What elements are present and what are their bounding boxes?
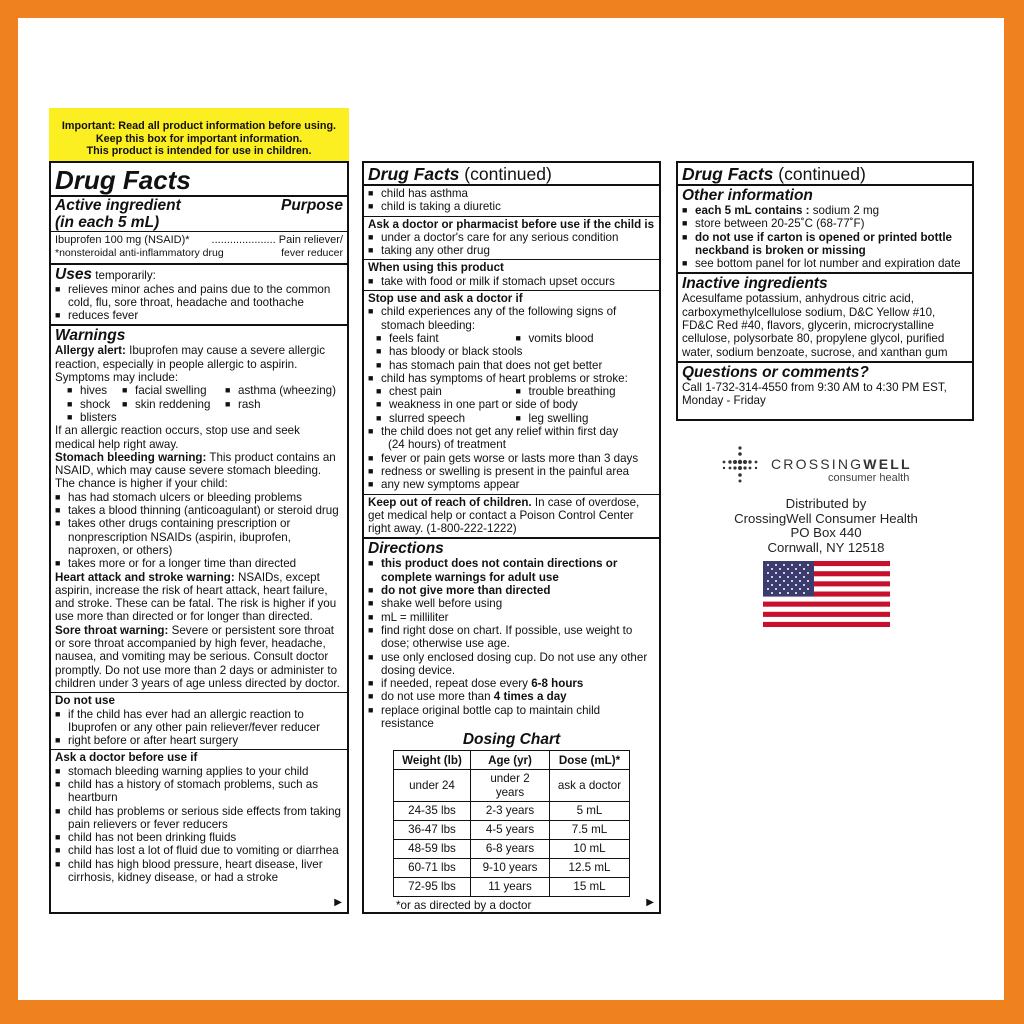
uses-intro: temporarily: (95, 268, 156, 282)
list-item: ■ shake well before using (368, 597, 655, 610)
list-item: ■ skin reddening (122, 398, 225, 411)
list-item: ■ feels faint (376, 332, 516, 345)
list-item: ■ child has lost a lot of fluid due to vomiting or diarrhea (55, 844, 343, 857)
list-item: ■ takes other drugs containing prescription or nonprescription NSAIDs (aspirin, ibuprofen, naproxen, or others) (55, 517, 343, 557)
list-item: ■ takes more or for a longer time than directed (55, 557, 343, 570)
panel-title: Drug Facts (368, 164, 460, 184)
list-item: ■ replace original bottle cap to maintain child resistance (368, 704, 655, 731)
do-not-use-heading: Do not use (55, 694, 115, 708)
drug-facts-panel-3 (676, 161, 974, 421)
list-item-continued: (24 hours) of treatment (388, 438, 506, 452)
ask-pharmacist-heading: Ask a doctor or pharmacist before use if the child is (368, 217, 655, 231)
list-item: ■ mL = milliliter (368, 611, 655, 624)
when-using-heading: When using this product (368, 261, 504, 275)
ask-doctor-heading: Ask a doctor before use if (55, 751, 198, 765)
symptom-list (55, 384, 343, 424)
table-cell: ask a doctor (550, 770, 630, 802)
table-cell: 7.5 mL (550, 820, 630, 839)
list-item: ■ rash (225, 398, 261, 411)
list-item: ■ hives (67, 384, 122, 397)
list-item: ■ any new symptoms appear (368, 478, 655, 491)
ingredient-footnote: *nonsteroidal anti-inflammatory drug (55, 247, 224, 260)
list-item: ■ do not use more than 4 times a day (368, 690, 655, 703)
distributor-line: Distributed by (785, 496, 867, 511)
purpose-text: fever reducer (281, 247, 343, 260)
table-row (394, 820, 630, 839)
dot-cross-icon (720, 444, 760, 484)
ingredient-name: Ibuprofen 100 mg (NSAID)* (55, 234, 190, 246)
uses-heading: Uses (55, 265, 93, 283)
keep-out-text: In case of overdose, get medical help or contact a Poison Control Center right away. (1-800-222-1222) (368, 495, 640, 536)
table-cell: 11 years (471, 877, 550, 896)
table-cell: under 2 years (471, 770, 550, 802)
notice-line: Keep this box for important information. (95, 132, 303, 145)
list-item: ■ takes a blood thinning (anticoagulant) or steroid drug (55, 504, 343, 517)
list-item: ■ reduces fever (55, 309, 343, 322)
list-item: ■ child has symptoms of heart problems or stroke: (368, 372, 655, 385)
list-item: ■ leg swelling (516, 412, 656, 425)
table-cell: 12.5 mL (550, 858, 630, 877)
list-item: ■ each 5 mL contains : sodium 2 mg (682, 204, 968, 217)
notice-line: This product is intended for use in children. (86, 145, 312, 157)
distributor-line: CrossingWell Consumer Health (734, 510, 918, 526)
table-row (394, 858, 630, 877)
list-item: ■ weakness in one part or side of body (376, 398, 655, 411)
list-item: ■ child is taking a diuretic (368, 200, 655, 213)
heart-warning-text: NSAIDs, except aspirin, increase the risk of heart attack, heart failure, and stroke. These can be fatal. The risk is higher if you use more than directed or for longer than directed. (55, 570, 337, 624)
allergy-alert-text: Ibuprofen may cause a severe allergic reaction, especially in people allergic to aspirin. Symptoms may include: (55, 344, 326, 385)
table-cell: 60-71 lbs (394, 858, 471, 877)
questions-text: Call 1-732-314-4550 from 9:30 AM to 4:30 PM EST, Monday - Friday (682, 380, 947, 408)
dosing-chart-heading: Dosing Chart (462, 731, 561, 749)
purpose-text: Pain reliever/ (278, 234, 343, 246)
list-item: ■ has had stomach ulcers or bleeding problems (55, 491, 343, 504)
table-cell: 6-8 years (471, 839, 550, 858)
stomach-warning-label: Stomach bleeding warning: (55, 450, 207, 464)
stomach-warning-text: This product contains an NSAID, which may cause severe stomach bleeding. The chance is higher if your child: (55, 450, 336, 491)
brand-logo (720, 444, 940, 486)
column-header: Dose (mL)* (550, 751, 630, 770)
dosing-chart-table (393, 750, 630, 897)
list-item: ■ fever or pain gets worse or lasts more than 3 days (368, 452, 655, 465)
us-flag-icon (763, 561, 890, 627)
inactive-ingredients-text: Acesulfame potassium, anhydrous citric acid, carboxymethylcellulose sodium, D&C Yellow #10, FD&C Red #40, flavors, glycerin, microcrystalline cellulose, polysorbate 80, propylene glycol, purified water, sodium benzoate, sucrose, and xanthan gum (682, 292, 948, 359)
list-item: ■ the child does not get any relief within first day (368, 425, 655, 438)
list-item: ■ if needed, repeat dose every 6-8 hours (368, 677, 655, 690)
directions-heading: Directions (368, 540, 444, 558)
keep-out-label: Keep out of reach of children. (368, 495, 532, 509)
list-item: ■ do not give more than directed (368, 584, 655, 597)
notice-line: Important: Read all product information before using. (61, 120, 337, 132)
table-cell: 5 mL (550, 801, 630, 820)
active-ingredient-subheading: (in each 5 mL) (55, 214, 160, 231)
allergy-after-text: If an allergic reaction occurs, stop use and seek medical help right away. (55, 424, 300, 451)
table-row (394, 801, 630, 820)
stop-use-heading: Stop use and ask a doctor if (368, 292, 523, 306)
sign-list (368, 385, 655, 398)
list-item: ■ if the child has ever had an allergic reaction to Ibuprofen or any other pain reliever/fever reducer (55, 708, 343, 735)
continue-arrow-icon: ▶ (646, 896, 654, 908)
allergy-alert-label: Allergy alert: (55, 344, 126, 358)
list-item: ■ asthma (wheezing) (225, 384, 336, 397)
table-cell: 4-5 years (471, 820, 550, 839)
sign-list (368, 412, 655, 425)
list-item: ■ use only enclosed dosing cup. Do not use any other dosing device. (368, 651, 655, 678)
table-cell: 2-3 years (471, 801, 550, 820)
list-item: ■ store between 20-25˚C (68-77˚F) (682, 217, 968, 230)
list-item: ■ trouble breathing (516, 385, 656, 398)
table-cell: 15 mL (550, 877, 630, 896)
list-item: ■ child has asthma (368, 187, 655, 200)
list-item: ■ stomach bleeding warning applies to your child (55, 765, 343, 778)
active-ingredient-heading: Active ingredient (55, 197, 181, 214)
distributor-block (676, 497, 976, 555)
table-cell: 48-59 lbs (394, 839, 471, 858)
warnings-heading: Warnings (55, 327, 126, 345)
list-item: ■ child has high blood pressure, heart disease, liver cirrhosis, kidney disease, or had a stroke (55, 858, 343, 885)
important-notice (49, 108, 349, 161)
questions-heading: Questions or comments? (682, 363, 869, 381)
panel-title: Drug Facts (682, 164, 774, 184)
inactive-ingredients-heading: Inactive ingredients (682, 275, 828, 293)
distributor-line: PO Box 440 (790, 525, 862, 540)
purpose-heading: Purpose (280, 197, 343, 214)
list-item: ■ under a doctor's care for any serious condition (368, 231, 655, 244)
table-cell: 10 mL (550, 839, 630, 858)
list-item: ■ see bottom panel for lot number and expiration date (682, 257, 968, 270)
list-item: ■ taking any other drug (368, 244, 655, 257)
list-item: ■ take with food or milk if stomach upset occurs (368, 275, 655, 288)
dosing-chart-note: *or as directed by a doctor (396, 898, 532, 912)
table-row (394, 839, 630, 858)
drug-facts-panel-2 (362, 161, 661, 914)
sign-list (368, 332, 655, 345)
list-item: ■ this product does not contain directions or complete warnings for adult use (368, 557, 655, 584)
list-item: ■ child has not been drinking fluids (55, 831, 343, 844)
list-item: ■ blisters (67, 411, 343, 424)
list-item: ■ slurred speech (376, 412, 516, 425)
panel-title-suffix: (continued) (464, 164, 552, 184)
list-item: ■ relieves minor aches and pains due to the common cold, flu, sore throat, headache and toothache (55, 283, 343, 310)
table-cell: under 24 (394, 770, 471, 802)
list-item: ■ do not use if carton is opened or printed bottle neckband is broken or missing (682, 231, 968, 258)
table-cell: 72-95 lbs (394, 877, 471, 896)
list-item: ■ chest pain (376, 385, 516, 398)
heart-warning-label: Heart attack and stroke warning: (55, 570, 235, 584)
brand-name: CROSSINGWELL (771, 456, 912, 472)
list-item: ■ has bloody or black stools (376, 345, 655, 358)
continue-arrow-icon: ▶ (334, 896, 342, 908)
distributor-line: Cornwall, NY 12518 (767, 539, 885, 555)
table-cell: 9-10 years (471, 858, 550, 877)
brand-tagline: consumer health (828, 472, 910, 484)
list-item: ■ has stomach pain that does not get better (376, 359, 655, 372)
list-item: ■ child experiences any of the following signs of stomach bleeding: (368, 305, 655, 332)
list-item: ■ facial swelling (122, 384, 225, 397)
list-item: ■ redness or swelling is present in the painful area (368, 465, 655, 478)
throat-warning-label: Sore throat warning: (55, 623, 169, 637)
table-cell: 36-47 lbs (394, 820, 471, 839)
panel-title-suffix: (continued) (778, 164, 866, 184)
table-row (394, 770, 630, 802)
table-header-row (394, 751, 630, 770)
throat-warning-text: Severe or persistent sore throat or sore throat accompanied by high fever, headache, nausea, and vomiting may be serious. Consult doctor promptly. Do not use more than 2 days or administer to children under 3 years of age unless directed by doctor. (55, 623, 340, 690)
column-header: Age (yr) (471, 751, 550, 770)
list-item: ■ vomits blood (516, 332, 656, 345)
column-header: Weight (lb) (394, 751, 471, 770)
list-item: ■ child has a history of stomach problems, such as heartburn (55, 778, 343, 805)
drug-facts-panel-1 (49, 161, 349, 914)
other-info-heading: Other information (682, 187, 813, 204)
list-item: ■ shock (67, 398, 122, 411)
panel-title: Drug Facts (55, 165, 191, 195)
table-row (394, 877, 630, 896)
list-item: ■ right before or after heart surgery (55, 734, 343, 747)
purpose-line: ..................... Pain reliever/ (211, 234, 343, 246)
list-item: ■ child has problems or serious side effects from taking pain relievers or fever reducers (55, 805, 343, 832)
list-item: ■ find right dose on chart. If possible, use weight to dose; otherwise use age. (368, 624, 655, 651)
table-cell: 24-35 lbs (394, 801, 471, 820)
